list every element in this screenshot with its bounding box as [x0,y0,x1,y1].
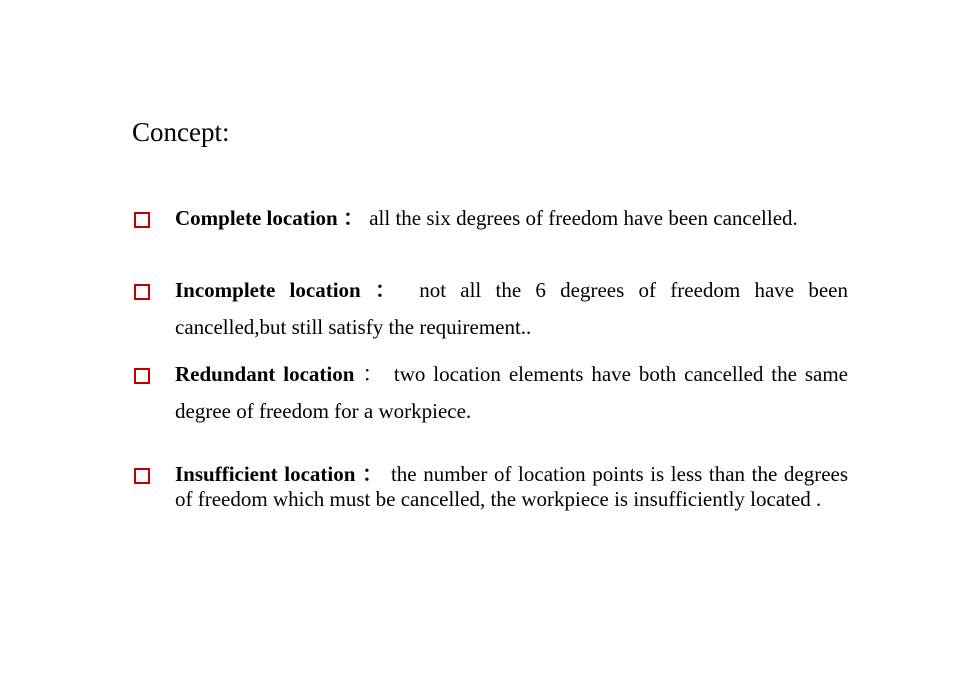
square-bullet-icon [134,212,150,228]
item-text [175,356,848,430]
slide-title: Concept: [132,117,230,147]
item-text [175,462,848,512]
item-term: Insufficient location [175,462,356,486]
item-definition: the number of location points is less than the degrees of freedom which must be cancelled, the workpiece is insufficiently located . [175,462,849,511]
square-bullet-icon [134,468,150,484]
item-text [175,272,848,346]
item-term: Complete location [175,206,338,230]
item-term: Incomplete location [175,278,361,302]
item-definition: all the six degrees of freedom have been cancelled. [369,206,798,230]
item-separator: ： [354,362,386,386]
item-definition: not all the 6 degrees of freedom have been cancelled,but still satisfy the requirement.. [175,278,848,339]
square-bullet-icon [134,284,150,300]
item-text [175,206,848,231]
item-term: Redundant location [175,362,355,386]
item-separator: ： [360,278,405,302]
item-separator: ： [337,206,364,230]
item-definition: two location elements have both cancelled the same degree of freedom for a workpiece. [175,362,849,423]
item-separator: ： [355,462,385,486]
square-bullet-icon [134,368,150,384]
